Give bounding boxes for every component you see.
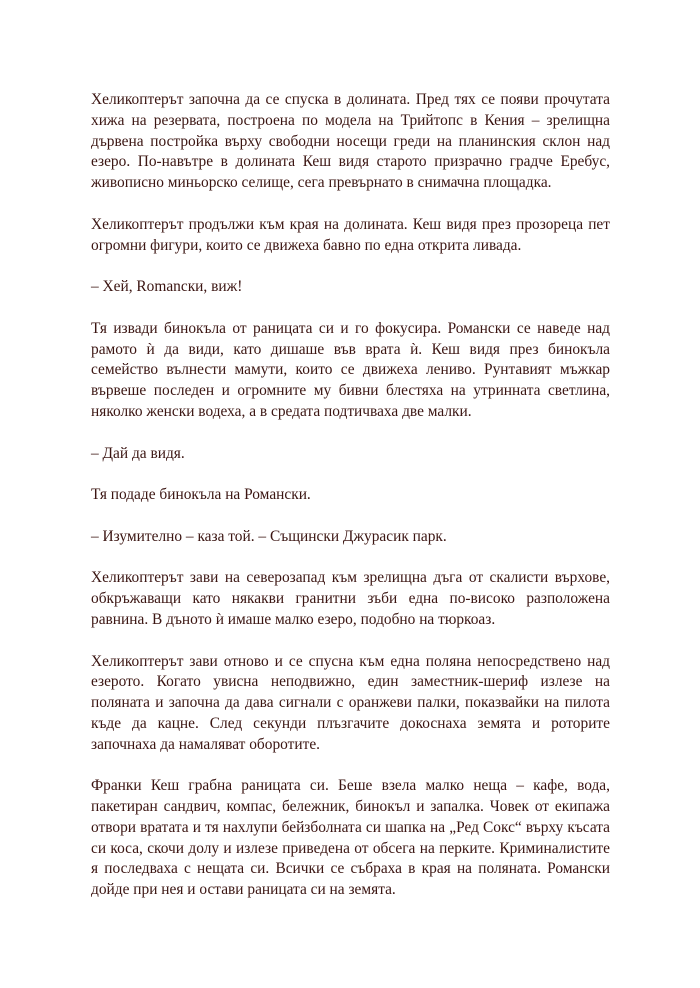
paragraph-handed-binoculars: Тя подаде бинокъла на Романски. <box>91 486 311 504</box>
paragraph-landing: Хеликоптерът зави отново и се спусна към една поляна непосредствено над езерото. Когато увисна неподвижно, един заместник-шериф излезе на поляната и започна да дава сигнали с оранжеви палки, показвайки на пилота къде да кацне. След секунди плъзгачите докоснаха земята и роторите започнаха да намаляват оборотите. <box>91 652 610 753</box>
paragraph-dialogue-let-me-see: – Дай да видя. <box>91 444 185 462</box>
paragraph-valley-end: Хеликоптерът продължи към края на долината. Кеш видя през прозореца пет огромни фигури, които се движеха бавно по една открита ливада. <box>91 215 610 254</box>
paragraph-northwest-turn: Хеликоптерът зави на северозапад към зрелищна дъга от скалисти върхове, обкръжаващи като някакви гранитни зъби една по-високо разположена равнина. В дъното ѝ имаше малко езеро, подобно на тюркоаз. <box>91 569 610 628</box>
paragraph-binoculars: Тя извади бинокъла от раницата си и го фокусира. Романски се наведе над рамото ѝ да види, като дишаше във врата ѝ. Кеш видя през бинокъла семейство вълнести мамути, които се движеха лениво. Рунтавият мъжкар вървеше последен и огромните му бивни блестяха на утринната светлина, няколко женски водеха, а в средата подтичваха две малки. <box>91 319 610 420</box>
document-page <box>91 90 610 922</box>
paragraph-frankie-backpack: Франки Кеш грабна раницата си. Беше взела малко неща – кафе, вода, пакетиран сандвич, компас, бележник, бинокъл и запалка. Човек от екипажа отвори вратата и тя нахлупи бейзболната си шапка на „Ред Сокс“ върху късата си коса, скочи долу и излезе приведена от обсега на перките. Криминалистите я последваха с нещата си. Всички се събраха в края на поляната. Романски дойде при нея и остави раницата си на земята. <box>91 777 610 899</box>
paragraph-dialogue-hey: – Хей, Romanски, виж! <box>91 278 243 296</box>
paragraph-helicopter-descent: Хеликоптерът започна да се спуска в долината. Пред тях се появи прочутата хижа на резервата, построена по модела на Трийтопс в Кения – зрелищна дървена постройка върху свободни носещи греди на планинския склон над езеро. По-навътре в долината Кеш видя старото призрачно градче Еребус, живописно миньорско селище, сега превърнато в снимачна площадка. <box>91 91 610 192</box>
paragraph-dialogue-amazing: – Изумително – каза той. – Същински Джурасик парк. <box>91 527 447 545</box>
